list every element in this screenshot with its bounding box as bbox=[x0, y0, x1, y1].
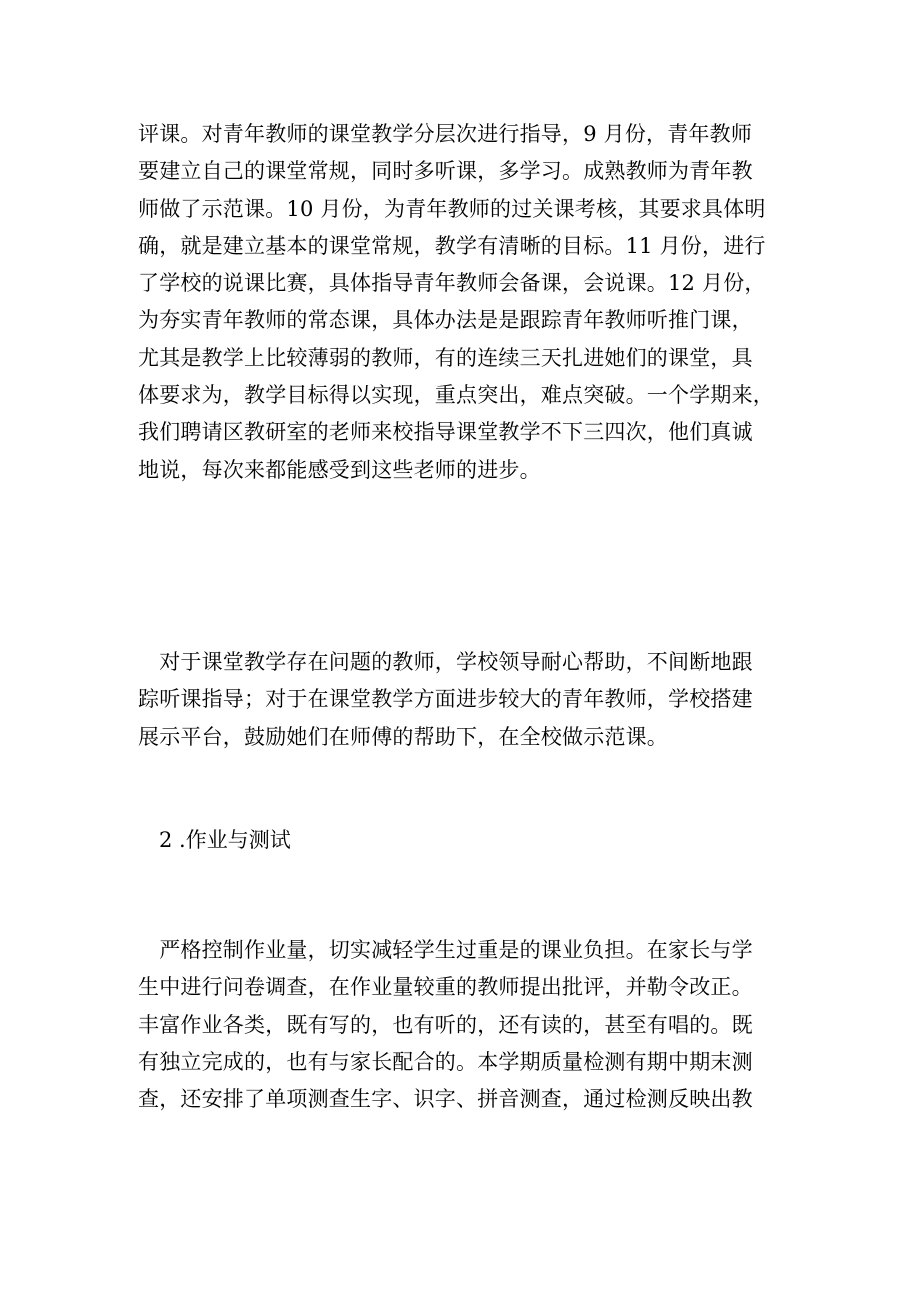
text-line: 地说，每次来都能感受到这些老师的进步。 bbox=[138, 457, 541, 482]
text-line: 为夯实青年教师的常态课，具体办法是是跟踪青年教师听推门课， bbox=[138, 308, 753, 333]
text-line: 体要求为，教学目标得以实现，重点突出，难点突破。一个学期来， bbox=[138, 383, 774, 408]
text-line: 尤其是教学上比较薄弱的教师，有的连续三天扎进她们的课堂，具 bbox=[138, 345, 753, 370]
text-line: 对于课堂教学存在问题的教师，学校领导耐心帮助，不间断地跟 bbox=[138, 650, 753, 674]
text-line: 了学校的说课比赛，具体指导青年教师会备课，会说课。12 月份， bbox=[138, 271, 766, 296]
text-line: 展示平台，鼓励她们在师傅的帮助下，在全校做示范课。 bbox=[138, 724, 668, 749]
text-line: 踪听课指导；对于在课堂教学方面进步较大的青年教师，学校搭建 bbox=[138, 687, 753, 712]
text-line: 我们聘请区教研室的老师来校指导课堂教学不下三四次，他们真诚 bbox=[138, 420, 753, 445]
text-line: 严格控制作业量，切实减轻学生过重是的课业负担。在家长与学 bbox=[138, 938, 753, 962]
paragraph-problem-teachers bbox=[138, 644, 783, 756]
section-heading: 2 .作业与测试 bbox=[138, 828, 291, 852]
text-line: 要建立自己的课堂常规，同时多听课，多学习。成熟教师为青年教 bbox=[138, 159, 753, 184]
text-line: 生中进行问卷调查，在作业量较重的教师提出批评，并勒令改正。 bbox=[138, 975, 753, 1000]
paragraph-homework-testing bbox=[138, 932, 783, 1118]
text-line: 师做了示范课。10 月份，为青年教师的过关课考核，其要求具体明 bbox=[138, 196, 766, 221]
paragraph-teaching-guidance bbox=[138, 116, 783, 489]
text-line: 丰富作业各类，既有写的，也有听的，还有读的，甚至有唱的。既 bbox=[138, 1012, 753, 1037]
text-line: 有独立完成的，也有与家长配合的。本学期质量检测有期中期末测 bbox=[138, 1049, 753, 1074]
text-line: 评课。对青年教师的课堂教学分层次进行指导，9 月份，青年教师 bbox=[138, 122, 753, 146]
text-line: 确，就是建立基本的课堂常规，教学有清晰的目标。11 月份，进行 bbox=[138, 233, 766, 258]
text-line: 查，还安排了单项测查生字、识字、拼音测查，通过检测反映出教 bbox=[138, 1087, 753, 1112]
